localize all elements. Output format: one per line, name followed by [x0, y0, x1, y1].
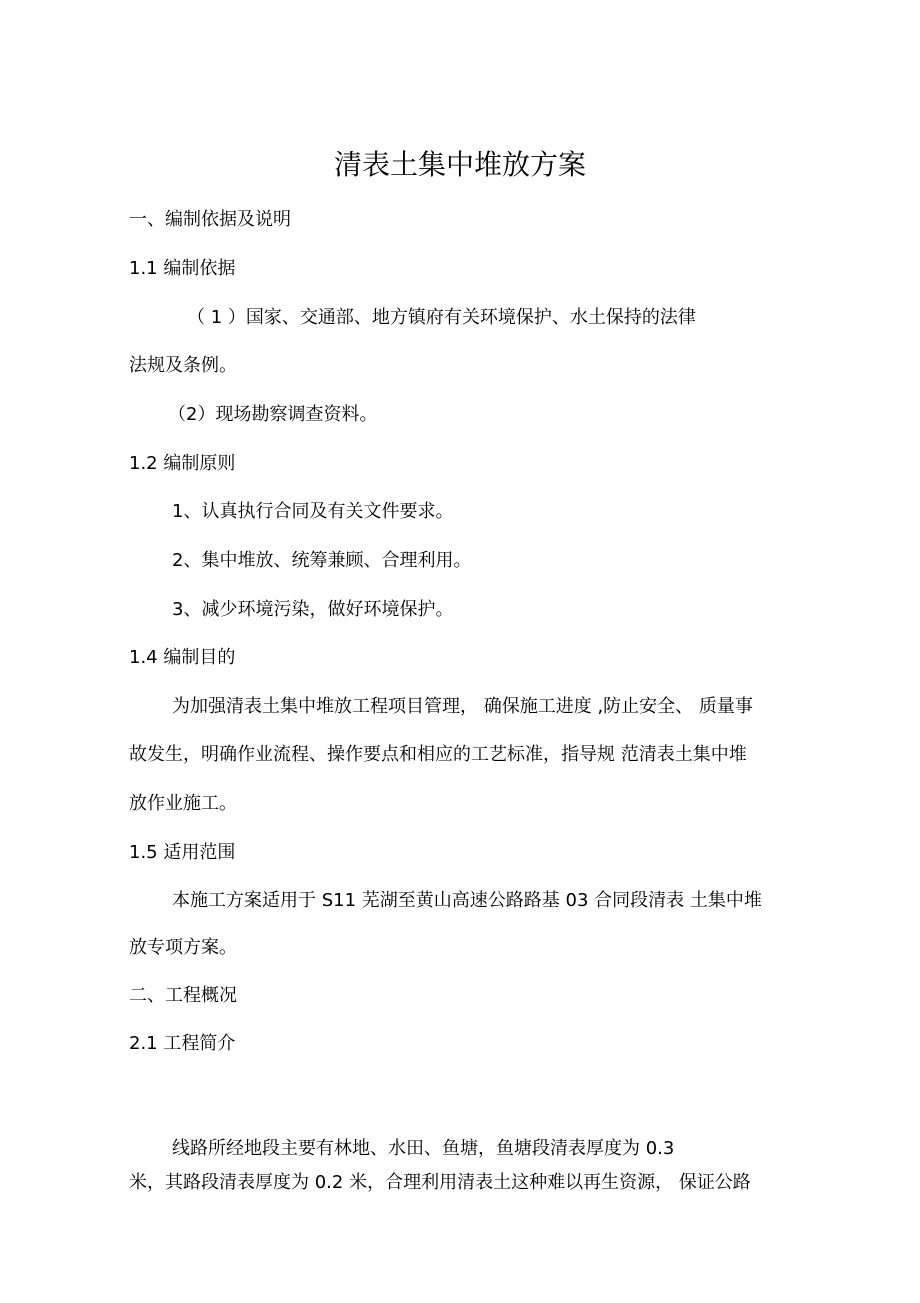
- purpose-paragraph-line-2: 故发生，明确作业流程、操作要点和相应的工艺标准，指导规 范清表土集中堆: [129, 744, 747, 765]
- basis-item-1-line-2: 法规及条例。: [129, 355, 237, 376]
- purpose-paragraph-line-3: 放作业施工。: [129, 793, 237, 814]
- scope-paragraph-line-2: 放专项方案。: [129, 937, 237, 958]
- principle-item-2: 2、集中堆放、统筹兼顾、合理利用。: [172, 550, 472, 571]
- scope-paragraph-line-1: 本施工方案适用于 S11 芜湖至黄山高速公路路基 03 合同段清表 土集中堆: [172, 890, 762, 911]
- subsection-1-5-heading: 1.5 适用范围: [129, 842, 236, 863]
- section-1-heading: 一、编制依据及说明: [129, 209, 291, 230]
- page-title: 清表土集中堆放方案: [333, 148, 586, 181]
- subsection-1-2-heading: 1.2 编制原则: [129, 453, 236, 474]
- subsection-2-1-heading: 2.1 工程简介: [129, 1033, 236, 1054]
- section-2-heading: 二、工程概况: [129, 985, 237, 1006]
- basis-item-2: （2）现场勘察调查资料。: [168, 404, 378, 425]
- subsection-1-1-heading: 1.1 编制依据: [129, 258, 236, 279]
- basis-item-1-line-1: （ 1 ）国家、交通部、地方镇府有关环境保护、水土保持的法律: [187, 307, 696, 328]
- subsection-1-4-heading: 1.4 编制目的: [129, 647, 236, 668]
- principle-item-1: 1、认真执行合同及有关文件要求。: [172, 501, 454, 522]
- purpose-paragraph-line-1: 为加强清表土集中堆放工程项目管理， 确保施工进度 ,防止安全、 质量事: [172, 696, 753, 717]
- overview-paragraph-line-1: 线路所经地段主要有林地、水田、鱼塘，鱼塘段清表厚度为 0.3: [172, 1138, 675, 1159]
- overview-paragraph-line-2: 米，其路段清表厚度为 0.2 米，合理利用清表土这种难以再生资源， 保证公路: [129, 1172, 751, 1193]
- principle-item-3: 3、减少环境污染，做好环境保护。: [172, 599, 454, 620]
